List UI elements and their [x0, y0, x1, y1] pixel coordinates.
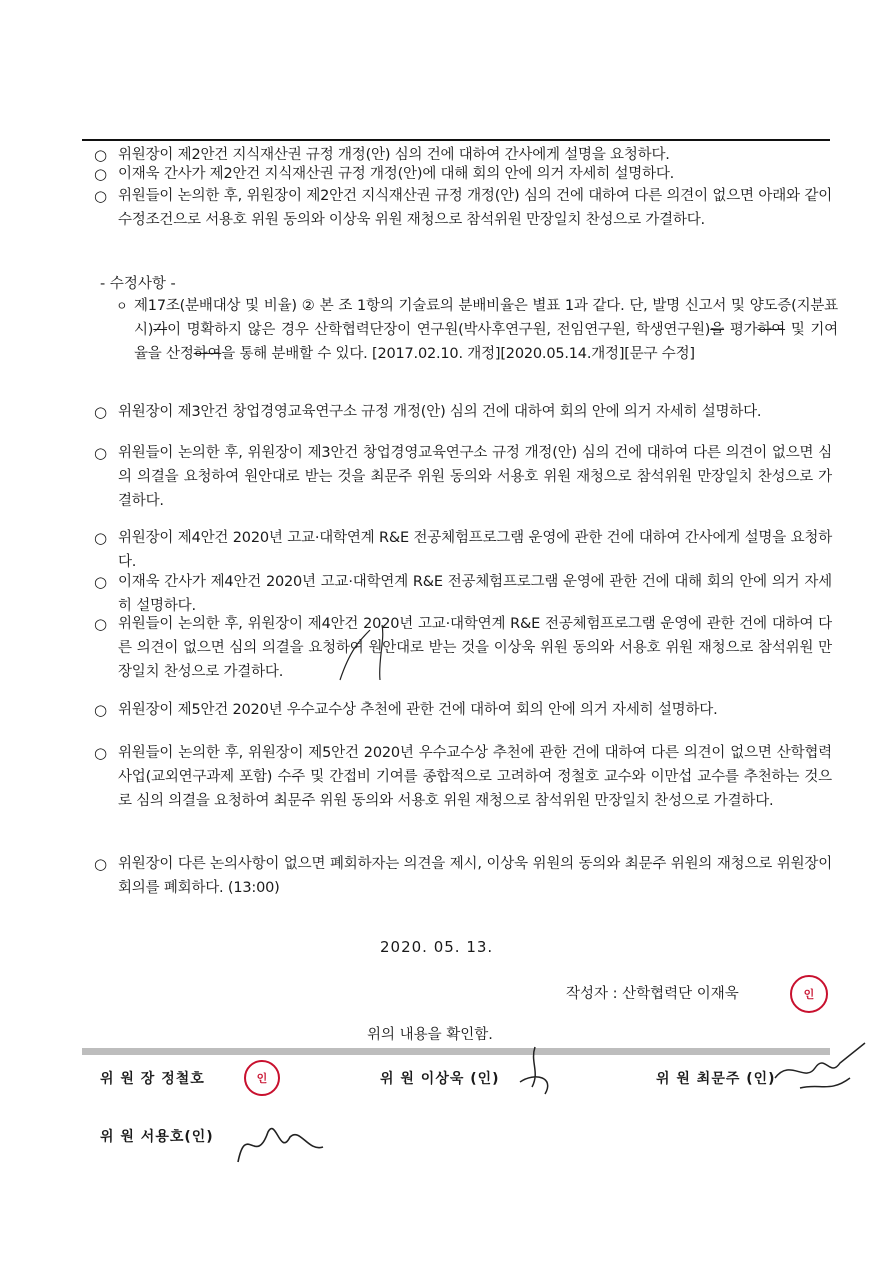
bullet-circle: ○: [94, 403, 107, 421]
amend-part: 평가: [724, 322, 758, 338]
struck-text: 하여: [757, 322, 786, 338]
chair-signature: 위 원 장 정철호: [100, 1071, 205, 1087]
top-divider: [82, 139, 830, 141]
handwritten-signature-icon: [500, 1042, 570, 1102]
bullet-circle: ○: [94, 701, 107, 719]
handwritten-mark-icon: [330, 620, 430, 690]
amend-part: 제17조(분배대상 및 비율) ② 본 조 1항의 기술료의 분배비율은 별표 1과 같다. 단, 발명 신고서 및 양도증(지분표시): [134, 298, 838, 338]
minute-text: 위원들이 논의한 후, 위원장이 제3안건 창업경영교육연구소 규정 개정(안) 심의 건에 대하여 다른 의견이 없으면 심의 의결을 요청하여 원안대로 받는 것을 최문주 위원 동의와 서용호 위원 재청으로 참석위원 만장일치 찬성으로 가결하다.: [118, 445, 832, 509]
amendment-body: [116, 294, 838, 366]
signature-band: [82, 1048, 830, 1055]
bullet-circle: ○: [94, 529, 107, 547]
minute-text: 위원들이 논의한 후, 위원장이 제4안건 2020년 고교·대학연계 R&E 전공체험프로그램 운영에 관한 건에 대하여 다른 의견이 없으면 심의 의결을 요청하여 원안대로 받는 것을 이상욱 위원 동의와 서용호 위원 재청으로 참석위원 만장일치 찬성으로 가결하다.: [118, 616, 832, 680]
bullet-circle: ○: [94, 146, 107, 164]
confirmation-text: 위의 내용을 확인함.: [367, 1027, 493, 1043]
amendment-bullet: ㅇ: [116, 299, 128, 313]
bullet-circle: ○: [94, 615, 107, 633]
member1-signature: 위 원 이상욱 (인): [380, 1071, 500, 1087]
struck-text: 하여: [193, 346, 222, 362]
minute-text: 위원장이 제5안건 2020년 우수교수상 추천에 관한 건에 대하여 회의 안에 의거 자세히 설명하다.: [118, 702, 718, 718]
amend-part: 이 명확하지 않은 경우 산학협력단장이 연구원(박사후연구원, 전임연구원, 학생연구원): [167, 322, 711, 338]
chair-seal-icon: 인: [244, 1060, 280, 1096]
minute-item: [94, 612, 832, 684]
minute-text: 위원장이 제4안건 2020년 고교·대학연계 R&E 전공체험프로그램 운영에 관한 건에 대하여 간사에게 설명을 요청하다.: [118, 530, 832, 570]
minute-item: [94, 162, 832, 186]
minute-item: [94, 441, 832, 513]
writer-seal-icon: 인: [790, 975, 828, 1013]
minute-text: 위원장이 제2안건 지식재산권 규정 개정(안) 심의 건에 대하여 간사에게 설명을 요청하다.: [118, 147, 670, 163]
member3-signature: 위 원 서용호(인): [100, 1129, 214, 1145]
handwritten-signature-icon: [770, 1038, 870, 1098]
document-date: 2020. 05. 13.: [380, 938, 494, 956]
minute-text: 위원장이 제3안건 창업경영교육연구소 규정 개정(안) 심의 건에 대하여 회의 안에 의거 자세히 설명하다.: [118, 404, 762, 420]
bullet-circle: ○: [94, 444, 107, 462]
bullet-circle: ○: [94, 165, 107, 183]
amend-part: 을 통해 분배할 수 있다. [2017.02.10. 개정][2020.05.14.개정][문구 수정]: [221, 346, 695, 362]
bullet-circle: ○: [94, 573, 107, 591]
minute-item: [94, 400, 832, 424]
minute-item: [94, 526, 832, 574]
amendment-heading: - 수정사항 -: [100, 276, 176, 292]
minute-text: 위원들이 논의한 후, 위원장이 제2안건 지식재산권 규정 개정(안) 심의 건에 대하여 다른 의견이 없으면 아래와 같이 수정조건으로 서용호 위원 동의와 이상욱 위원 재청으로 참석위원 만장일치 찬성으로 가결하다.: [118, 188, 832, 228]
minute-item: [94, 698, 832, 722]
struck-text: 가: [153, 322, 168, 338]
amend-part: 및 기여율을 산정: [134, 322, 838, 362]
handwritten-signature-icon: [228, 1112, 328, 1172]
minute-text: 위원들이 논의한 후, 위원장이 제5안건 2020년 우수교수상 추천에 관한 건에 대하여 다른 의견이 없으면 산학협력 사업(교외연구과제 포함) 수주 및 간접비 기여를 종합적으로 고려하여 정철호 교수와 이만섭 교수를 추천하는 것으로 심의 의결을 요청하여 최문주 위원 동의와 서용호 위원 재청으로 참석위원 만장일치 찬성으로 가결하다.: [118, 745, 832, 809]
amendment-text: [116, 294, 838, 366]
minute-item: [94, 184, 832, 232]
minute-text: 이재욱 간사가 제4안건 2020년 고교·대학연계 R&E 전공체험프로그램 운영에 관한 건에 대해 회의 안에 의거 자세히 설명하다.: [118, 574, 832, 614]
bullet-circle: ○: [94, 855, 107, 873]
bullet-circle: ○: [94, 744, 107, 762]
struck-text: 을: [710, 322, 725, 338]
minute-text: 이재욱 간사가 제2안건 지식재산권 규정 개정(안)에 대해 회의 안에 의거 자세히 설명하다.: [118, 166, 675, 182]
minute-item: [94, 852, 832, 900]
minute-item: [94, 741, 832, 813]
minute-item: [94, 570, 832, 618]
bullet-circle: ○: [94, 187, 107, 205]
member2-signature: 위 원 최문주 (인): [656, 1071, 776, 1087]
writer-line: 작성자 : 산학협력단 이재욱: [566, 986, 739, 1002]
minute-text: 위원장이 다른 논의사항이 없으면 폐회하자는 의견을 제시, 이상욱 위원의 동의와 최문주 위원의 재청으로 위원장이 회의를 폐회하다. (13:00): [118, 856, 832, 896]
